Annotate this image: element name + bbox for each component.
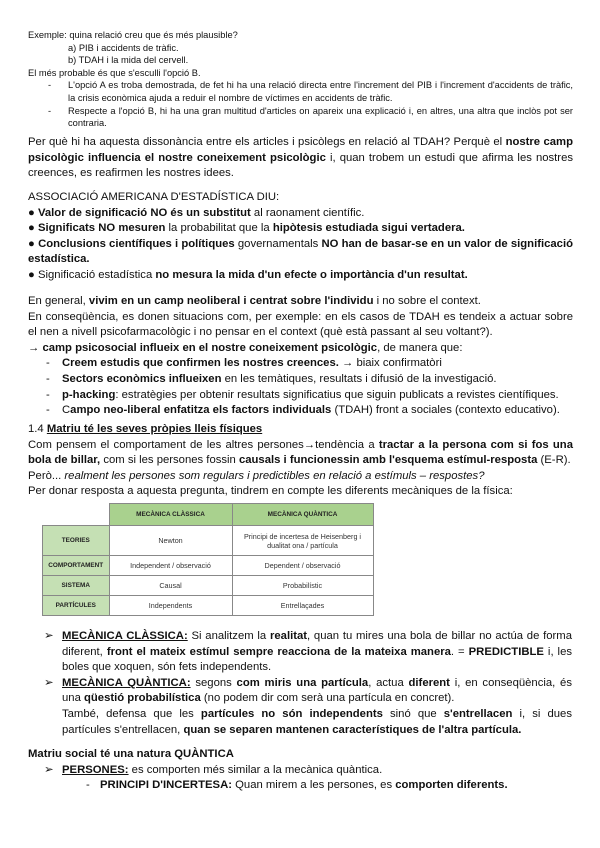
general-item	[28, 356, 573, 372]
item-text	[62, 764, 382, 776]
text-run: al raonament científic.	[250, 206, 365, 219]
text-run: tractar a la persona com si fos una bola de billar,	[28, 438, 573, 467]
section-p3	[28, 484, 573, 500]
text-run: Creem estudis que confirmen les nostres creences.	[62, 357, 339, 370]
social-subitem	[28, 778, 573, 794]
intro-point	[28, 79, 573, 104]
text-run: Però...	[28, 469, 65, 482]
table-row	[43, 526, 374, 556]
table-cell: Principi de incertesa de Heisenberg i dualitat ona / partícula	[232, 526, 373, 556]
general-item	[28, 372, 573, 388]
table-row	[43, 596, 374, 616]
text-run: , de manera que:	[377, 341, 463, 354]
text-run: Com pensem el comportament de les altres persones→tendència a	[28, 438, 379, 451]
text-run: sinó que	[382, 707, 444, 720]
text-run: diferent	[408, 676, 450, 689]
table-row	[43, 556, 374, 576]
general-p1	[28, 294, 573, 310]
text-run: camp psicosocial influeix en el nostre coneixement psicològic	[42, 341, 378, 354]
text-run: C	[62, 404, 71, 417]
text-run: partícules no són independents	[200, 707, 383, 720]
dash-marker: -	[46, 372, 50, 385]
text-run: Valor de significació NO és un substitut	[37, 206, 251, 219]
point-text: L'opció A es troba demostrada, de fet hi ha una relació directa entre l'increment del PIB i l'increment d'accidents de tràfic, la crisis econòmica ajuda a reduir el nombre de víctimes en accidents de tràfic.	[68, 80, 573, 103]
text-run: En general,	[28, 295, 89, 307]
section-1-4	[28, 422, 573, 500]
table-row	[43, 576, 374, 596]
text-run: i, quan trobem un estudi que afirma les nostres creences, es reafirmen les nostres idees.	[28, 151, 573, 180]
dissonance-paragraph	[28, 135, 573, 182]
text-run: i, en conseqüència, és una	[62, 676, 572, 705]
text-run: MECÀNICA CLÀSSICA:	[62, 630, 188, 642]
text-run: 1.4	[28, 423, 47, 435]
item-text	[62, 630, 572, 673]
text-run: → biaix confirmatòri	[338, 357, 442, 370]
option-b: b) TDAH i la mida del cervell.	[68, 55, 189, 66]
text-run: qüestió probabilística	[84, 692, 201, 705]
text-run: ●	[28, 206, 38, 219]
social-heading: Matriu social té una natura QUÀNTICA	[28, 748, 234, 760]
text-run: (TDAH) front a sociales (contexto educativo).	[331, 404, 560, 417]
table-cell: Entrellaçades	[232, 596, 373, 616]
table-cell: Newton	[109, 526, 232, 556]
table-cell: Causal	[109, 576, 232, 596]
asa-section	[28, 190, 573, 284]
table-cell: Probabilístic	[232, 576, 373, 596]
text-run: hipòtesis estudiada sigui vertadera.	[272, 222, 465, 235]
text-run: Si analitzem la	[187, 630, 270, 642]
text-run: comporten diferents.	[395, 779, 508, 792]
text-run: (E-R).	[537, 454, 571, 467]
mechanics-section	[44, 629, 572, 738]
intro-section	[28, 29, 573, 130]
table-cell: Independent / observació	[109, 556, 232, 576]
asa-item	[28, 206, 573, 222]
arrow-bullet-icon: ➢	[44, 630, 54, 642]
text-run: ●	[28, 237, 39, 250]
arrow-bullet-icon: ➢	[44, 763, 54, 776]
mechanics-table	[42, 503, 374, 616]
section-p2	[28, 469, 573, 485]
item-text	[62, 357, 442, 369]
table-header	[43, 504, 110, 526]
text-run: NO han de basar-se en un valor de significació estadística.	[28, 237, 573, 266]
item-text	[62, 373, 497, 385]
general-item	[28, 403, 573, 419]
table-cell: PARTÍCULES	[43, 596, 110, 616]
text-run: p-hacking	[62, 388, 116, 401]
section-heading	[28, 422, 573, 438]
text-run: com miris una partícula	[236, 676, 369, 689]
text-run: Matriu té les seves pròpies lleis físiques	[46, 423, 263, 435]
social-item	[28, 763, 573, 779]
text-run: realitat	[269, 630, 308, 642]
social-section	[28, 747, 573, 794]
example-conclusion: El més probable és que s'esculli l'opció B.	[28, 67, 201, 78]
text-run: . =	[450, 645, 469, 658]
dash-marker: -	[46, 404, 50, 417]
text-run: segons	[190, 676, 237, 689]
text-run: vivim en un camp neoliberal i centrat sobre l'individu	[88, 295, 374, 307]
general-item	[28, 388, 573, 404]
text-run: ●	[28, 222, 38, 235]
table-cell: TEORIES	[43, 526, 110, 556]
text-run: ● Significació estadística	[28, 268, 156, 281]
text-run: →	[28, 341, 43, 354]
table-header: MECÀNICA QUÀNTICA	[232, 504, 373, 526]
asa-item	[28, 221, 573, 237]
text-run: i no sobre el context.	[373, 295, 481, 307]
general-p2	[28, 310, 573, 341]
text-run: quan se separen mantenen característiques de l'altra partícula.	[183, 723, 522, 736]
item-text	[100, 779, 508, 791]
mechanics-extra	[44, 707, 572, 738]
item-text	[62, 389, 559, 401]
general-p3	[28, 341, 573, 357]
mechanics-item	[44, 629, 572, 676]
arrow-bullet-icon: ➢	[44, 676, 54, 689]
text-run: nostre camp psicològic influencia el nostre coneixement psicològic	[28, 136, 573, 164]
table-cell: Dependent / observació	[232, 556, 373, 576]
text-run: es comporten més similar a la mecànica quàntica.	[128, 763, 383, 776]
section-p1	[28, 438, 573, 469]
table-cell: Independents	[109, 596, 232, 616]
text-run: , quan tu mires una bola de billar no actúa de forma diferent,	[62, 630, 572, 658]
text-run: en les temàtiques, resultats i difusió de la investigació.	[221, 372, 497, 385]
general-section	[28, 294, 573, 419]
dash-marker: -	[48, 105, 52, 116]
text-run: s'entrellacen	[443, 707, 513, 720]
table-cell: COMPORTAMENT	[43, 556, 110, 576]
text-run: realment les persones som regulars i predictibles en relació a estímuls – respostes?	[64, 469, 485, 482]
text-run: També, defensa que les	[62, 707, 201, 720]
text-run: front el mateix estímul sempre reacciona de la mateixa manera	[106, 645, 451, 658]
text-run: causals i funcionessin amb l'esquema estímul-resposta	[238, 454, 538, 467]
mechanics-item	[44, 676, 572, 707]
text-run: , actua	[368, 676, 409, 689]
text-run: Per què hi ha aquesta dissonància entre els articles i psicòlegs en relació al TDAH? Perquè el	[28, 136, 506, 148]
asa-item	[28, 237, 573, 268]
text-run: com si les persones fossin	[100, 454, 239, 467]
text-run: no mesura la mida d'un efecte o importància d'un resultat.	[155, 268, 468, 281]
text-run: En conseqüència, es donen situacions com, per exemple: en els casos de TDAH es tendeix a actuar sobre el nen a nivell psicofarmacològic i no pensar en el context (què està passant al seu voltant?).	[28, 310, 573, 339]
text-run: Per donar resposta a aquesta pregunta, tindrem en compte les diferents mecàniques de la física:	[28, 485, 513, 498]
dash-marker: -	[86, 779, 90, 792]
text-run: PREDICTIBLE	[468, 645, 544, 658]
text-run: governamentals	[234, 237, 322, 250]
asa-item	[28, 268, 573, 284]
text-run: PERSONES:	[62, 763, 129, 776]
text-run: la probabilitat que la	[165, 222, 273, 235]
text-run: (no podem dir com serà una partícula en concret).	[200, 692, 455, 705]
table-cell: SISTEMA	[43, 576, 110, 596]
text-run: i, les boles que xoquen, són fets independents.	[62, 645, 573, 674]
table-header: MECÀNICA CLÀSSICA	[109, 504, 232, 526]
point-text: Respecte a l'opció B, hi ha una gran multitud d'articles on apareix una explicació i, en altres, una altra que inclòs pot ser contraria.	[68, 105, 573, 129]
dash-marker: -	[46, 388, 50, 401]
item-text	[62, 677, 572, 705]
asa-title: ASSOCIACIÓ AMERICANA D'ESTADÍSTICA DIU:	[28, 191, 280, 203]
text-run: Quan mirem a les persones, es	[231, 779, 396, 792]
example-question: Exemple: quina relació creu que és més plausible?	[28, 30, 238, 40]
table-header-row	[43, 504, 374, 526]
option-a: a) PIB i accidents de tràfic.	[68, 42, 179, 53]
text-run: i, si dues partícules s'entrellacen,	[62, 707, 572, 736]
text-run: ampo neo-liberal enfatitza els factors individuals	[70, 404, 332, 417]
dash-marker: -	[48, 80, 52, 91]
dash-marker: -	[46, 357, 50, 370]
text-run: Sectors econòmics influeixen	[62, 372, 222, 385]
text-run: : estratègies per obtenir resultats significatius que siguin publicats a revistes científiques.	[115, 388, 559, 401]
text-run: Significats NO mesuren	[37, 222, 166, 235]
text-run: PRINCIPI D'INCERTESA:	[100, 779, 232, 792]
item-text	[62, 404, 560, 416]
text-run: Conclusions científiques i polítiques	[38, 237, 235, 250]
text-run: MECÀNICA QUÀNTICA:	[62, 676, 191, 689]
intro-point	[28, 105, 573, 130]
